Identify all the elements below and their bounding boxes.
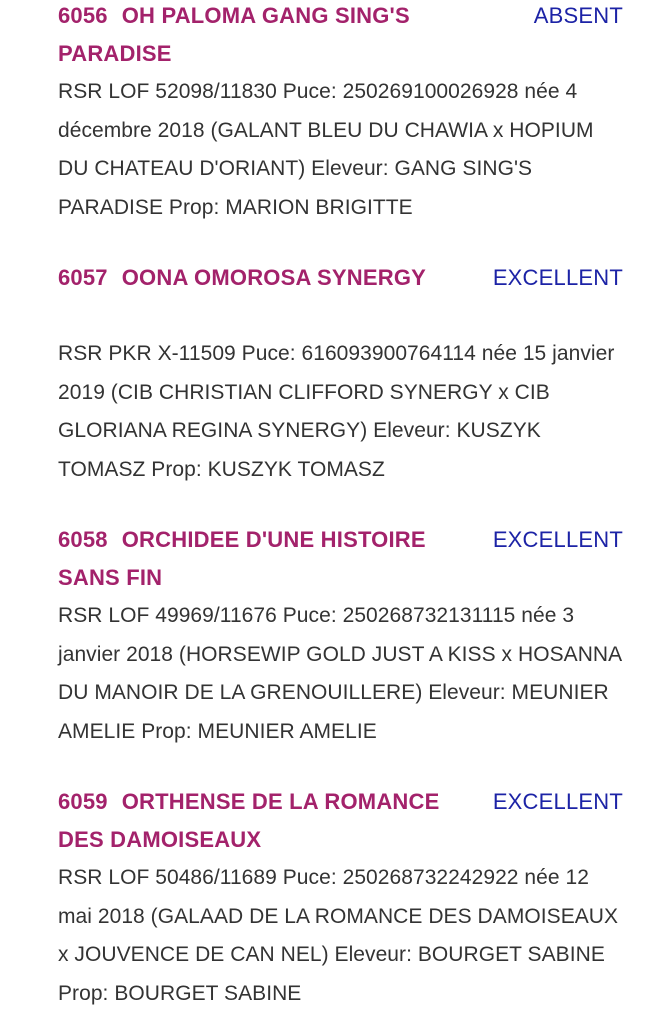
entry-title <box>58 783 468 859</box>
entry-header <box>58 0 623 73</box>
result-badge: ABSENT <box>533 3 623 28</box>
dog-name: ORTHENSE DE LA ROMANCE DES DAMOISEAUX <box>58 789 440 852</box>
entry-6059 <box>58 783 623 1013</box>
dog-name: OONA OMOROSA SYNERGY <box>121 265 427 290</box>
entry-details: RSR LOF 50486/11689 Puce: 250268732242922 née 12 mai 2018 (GALAAD DE LA ROMANCE DES DAMOISEAUX x JOUVENCE DE CAN NEL) Eleveur: BOURGET SABINE Prop: BOURGET SABINE <box>58 866 619 1005</box>
entry-header <box>58 783 623 859</box>
entry-number: 6059 <box>58 789 108 814</box>
entry-header <box>58 259 623 335</box>
entry-6056 <box>58 0 623 227</box>
dog-name: ORCHIDEE D'UNE HISTOIRE SANS FIN <box>58 527 426 590</box>
entry-number: 6057 <box>58 265 108 290</box>
entry-number: 6056 <box>58 3 108 28</box>
entry-details: RSR PKR X-11509 Puce: 616093900764114 née 15 janvier 2019 (CIB CHRISTIAN CLIFFORD SYNERGY x CIB GLORIANA REGINA SYNERGY) Eleveur: KUSZYK TOMASZ Prop: KUSZYK TOMASZ <box>58 342 615 481</box>
entry-6058 <box>58 521 623 751</box>
entry-details: RSR LOF 49969/11676 Puce: 250268732131115 née 3 janvier 2018 (HORSEWIP GOLD JUST A KISS x HOSANNA DU MANOIR DE LA GRENOUILLERE) Eleveur: MEUNIER AMELIE Prop: MEUNIER AMELIE <box>58 604 622 743</box>
entry-details: RSR LOF 52098/11830 Puce: 250269100026928 née 4 décembre 2018 (GALANT BLEU DU CHAWIA x HOPIUM DU CHATEAU D'ORIANT) Eleveur: GANG SING'S PARADISE Prop: MARION BRIGITTE <box>58 80 594 219</box>
entry-6057 <box>58 259 623 489</box>
dog-name: OH PALOMA GANG SING'S PARADISE <box>58 3 410 66</box>
result-badge: EXCELLENT <box>492 265 623 290</box>
entry-title <box>58 521 468 597</box>
entry-title <box>58 259 468 297</box>
entry-number: 6058 <box>58 527 108 552</box>
entry-header <box>58 521 623 597</box>
result-badge: EXCELLENT <box>492 789 623 814</box>
result-badge: EXCELLENT <box>492 527 623 552</box>
entry-title <box>58 0 468 73</box>
